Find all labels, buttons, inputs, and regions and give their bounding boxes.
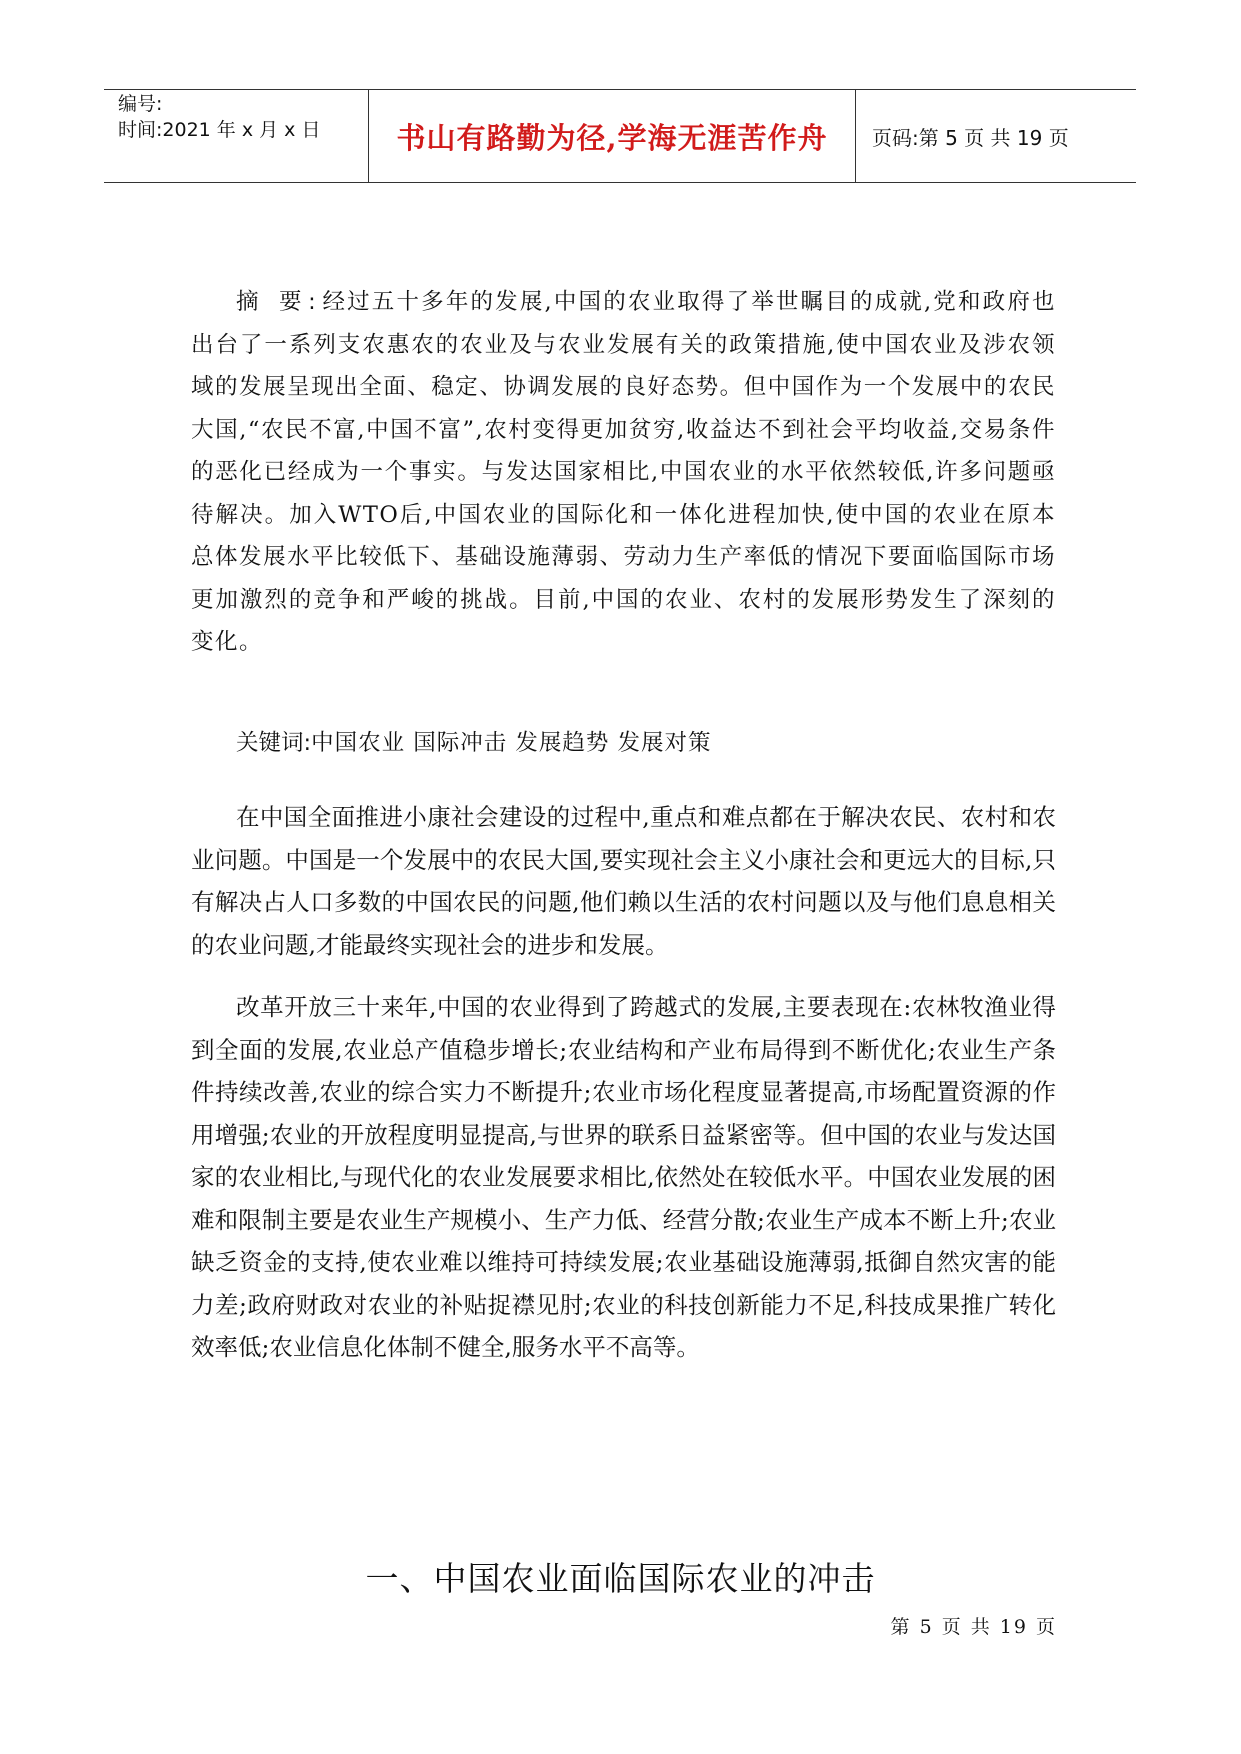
page-footer: 第 5 页 共 19 页 [890,1616,1057,1638]
abstract-label: 摘 要: [236,289,322,315]
header-page-cell [856,90,1136,182]
header-meta [104,90,368,182]
keywords-text: 中国农业 国际冲击 发展趋势 发展对策 [311,730,712,756]
abstract [191,281,1056,664]
motto: 书山有路勤为径,学海无涯苦作舟 [396,120,828,155]
keywords-label: 关键词: [236,730,312,756]
body-paragraph-2: 改革开放三十来年,中国的农业得到了跨越式的发展,主要表现在:农林牧渔业得到全面的发展,农业总产值稳步增长;农业结构和产业布局得到不断优化;农业生产条件持续改善,农业的综合实力不断提升;农业市场化程度显著提高,市场配置资源的作用增强;农业的开放程度明显提高,与世界的联系日益紧密等。但中国的农业与发达国家的农业相比,与现代化的农业发展要求相比,依然处在较低水平。中国农业发展的困难和限制主要是农业生产规模小、生产力低、经营分散;农业生产成本不断上升;农业缺乏资金的支持,使农业难以维持可持续发展;农业基础设施薄弱,抵御自然灾害的能力差;政府财政对农业的补贴捉襟见肘;农业的科技创新能力不足,科技成果推广转化效率低;农业信息化体制不健全,服务水平不高等。 [191,993,1056,1361]
number-label: 编号: [118,93,163,115]
header-motto-cell [368,90,856,182]
section-title: 一、中国农业面临国际农业的冲击 [365,1559,876,1598]
time-label: 时间:2021 年 x 月 x 日 [118,119,321,141]
body-paragraph-1: 在中国全面推进小康社会建设的过程中,重点和难点都在于解决农民、农村和农业问题。中国是一个发展中的农民大国,要实现社会主义小康社会和更远大的目标,只有解决占人口多数的中国农民的问题,他们赖以生活的农村问题以及与他们息息相关的农业问题,才能最终实现社会的进步和发展。 [191,803,1056,959]
page-header [104,89,1136,183]
abstract-text: 经过五十多年的发展,中国的农业取得了举世瞩目的成就,党和政府也出台了一系列支农惠农的农业及与农业发展有关的政策措施,使中国农业及涉农领域的发展呈现出全面、稳定、协调发展的良好态势。但中国作为一个发展中的农民大国,“农民不富,中国不富”,农村变得更加贫穷,收益达不到社会平均收益,交易条件的恶化已经成为一个事实。与发达国家相比,中国农业的水平依然较低,许多问题亟待解决。加入WTO后,中国农业的国际化和一体化进程加快,使中国的农业在原本总体发展水平比较低下、基础设施薄弱、劳动力生产率低的情况下要面临国际市场更加激烈的竞争和严峻的挑战。目前,中国的农业、农村的发展形势发生了深刻的变化。 [191,289,1056,655]
page-code: 页码:第 5 页 共 19 页 [872,125,1069,150]
keywords [191,722,1056,765]
